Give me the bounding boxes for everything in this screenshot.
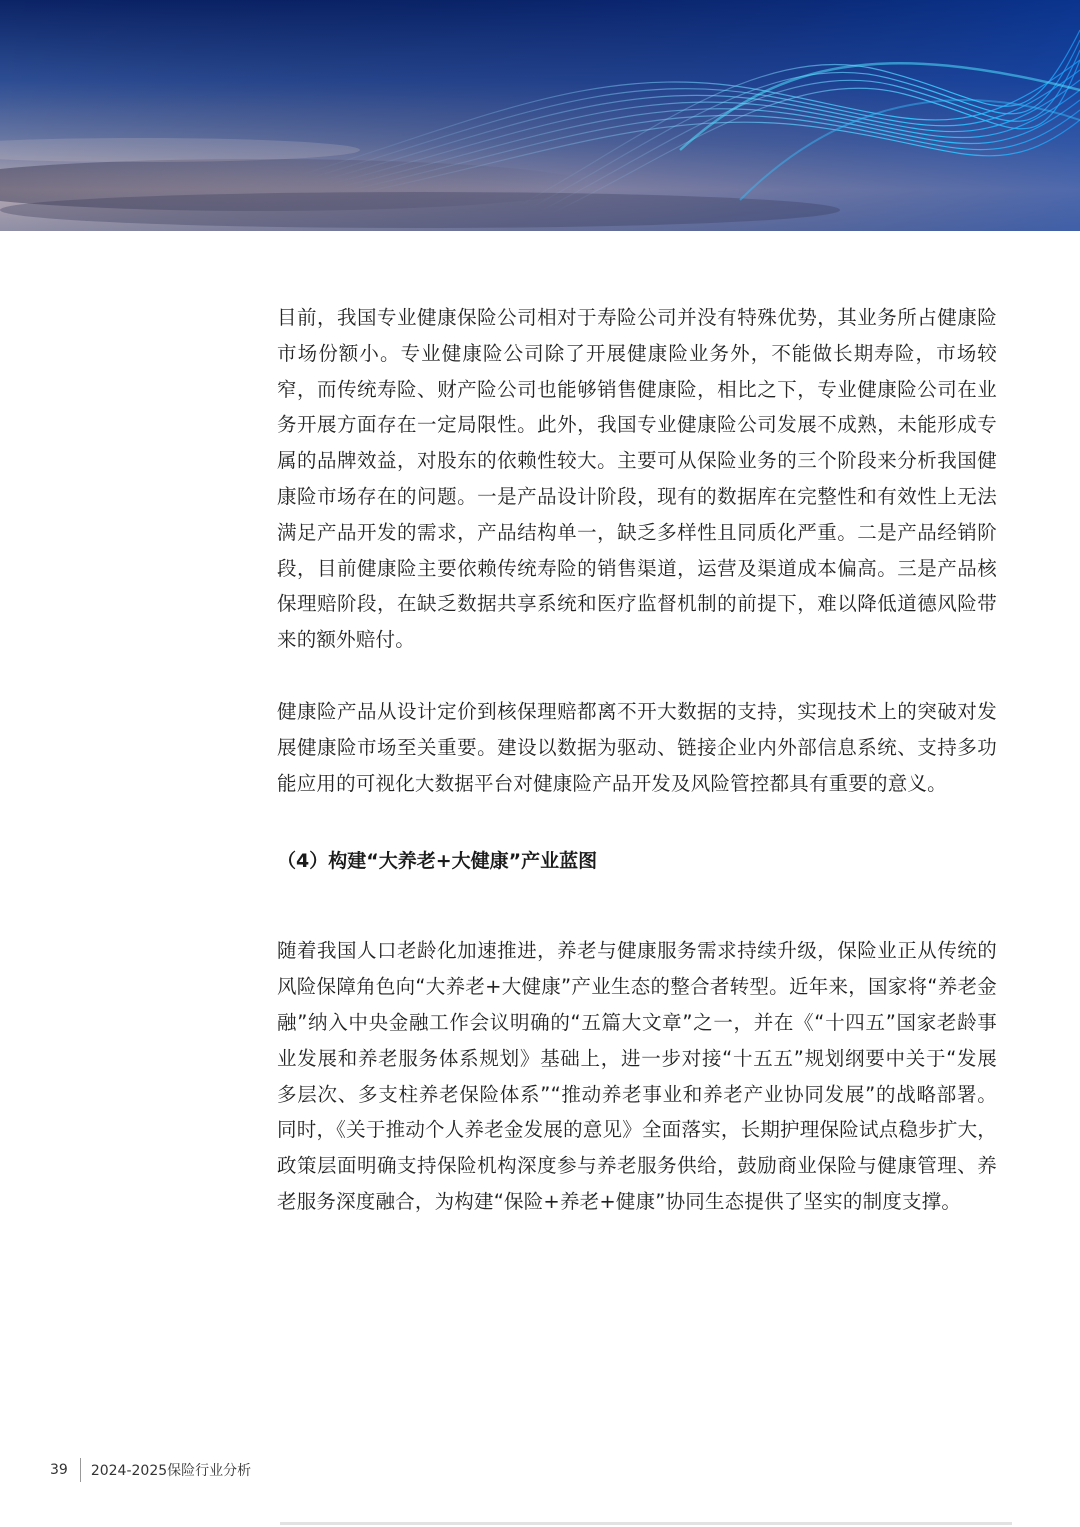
article-body: [277, 300, 997, 1220]
page-footer: [50, 1456, 251, 1484]
body-paragraph: 健康险产品从设计定价到核保理赔都离不开大数据的支持，实现技术上的突破对发展健康险市场至关重要。建设以数据为驱动、链接企业内外部信息系统、支持多功能应用的可视化大数据平台对健康险产品开发及风险管控都具有重要的意义。: [277, 699, 997, 795]
report-title: 2024-2025保险行业分析: [90, 1463, 252, 1479]
header-banner-image: [0, 0, 1080, 231]
bottom-rule: [280, 1522, 1012, 1525]
page-number: 39: [50, 1462, 68, 1478]
footer-divider: [80, 1458, 81, 1482]
sky-wave-banner-icon: [0, 0, 1080, 231]
body-paragraph: 随着我国人口老龄化加速推进，养老与健康服务需求持续升级，保险业正从传统的风险保障角色向“大养老+大健康”产业生态的整合者转型。近年来，国家将“养老金融”纳入中央金融工作会议明确的“五篇大文章”之一，并在《“十四五”国家老龄事业发展和养老服务体系规划》基础上，进一步对接“十五五”规划纲要中关于“发展多层次、多支柱养老保险体系”“推动养老事业和养老产业协同发展”的战略部署。同时，《关于推动个人养老金发展的意见》全面落实，长期护理保险试点稳步扩大，政策层面明确支持保险机构深度参与养老服务供给，鼓励商业保险与健康管理、养老服务深度融合，为构建“保险+养老+健康”协同生态提供了坚实的制度支撑。: [277, 939, 997, 1213]
section-heading: （4）构建“大养老+大健康”产业蓝图: [277, 850, 598, 873]
body-paragraph: 目前，我国专业健康保险公司相对于寿险公司并没有特殊优势，其业务所占健康险市场份额小。专业健康险公司除了开展健康险业务外，不能做长期寿险，市场较窄，而传统寿险、财产险公司也能够销售健康险，相比之下，专业健康险公司在业务开展方面存在一定局限性。此外，我国专业健康险公司发展不成熟，未能形成专属的品牌效益，对股东的依赖性较大。主要可从保险业务的三个阶段来分析我国健康险市场存在的问题。一是产品设计阶段，现有的数据库在完整性和有效性上无法满足产品开发的需求，产品结构单一，缺乏多样性且同质化严重。二是产品经销阶段，目前健康险主要依赖传统寿险的销售渠道，运营及渠道成本偏高。三是产品核保理赔阶段，在缺乏数据共享系统和医疗监督机制的前提下，难以降低道德风险带来的额外赔付。: [277, 306, 997, 652]
